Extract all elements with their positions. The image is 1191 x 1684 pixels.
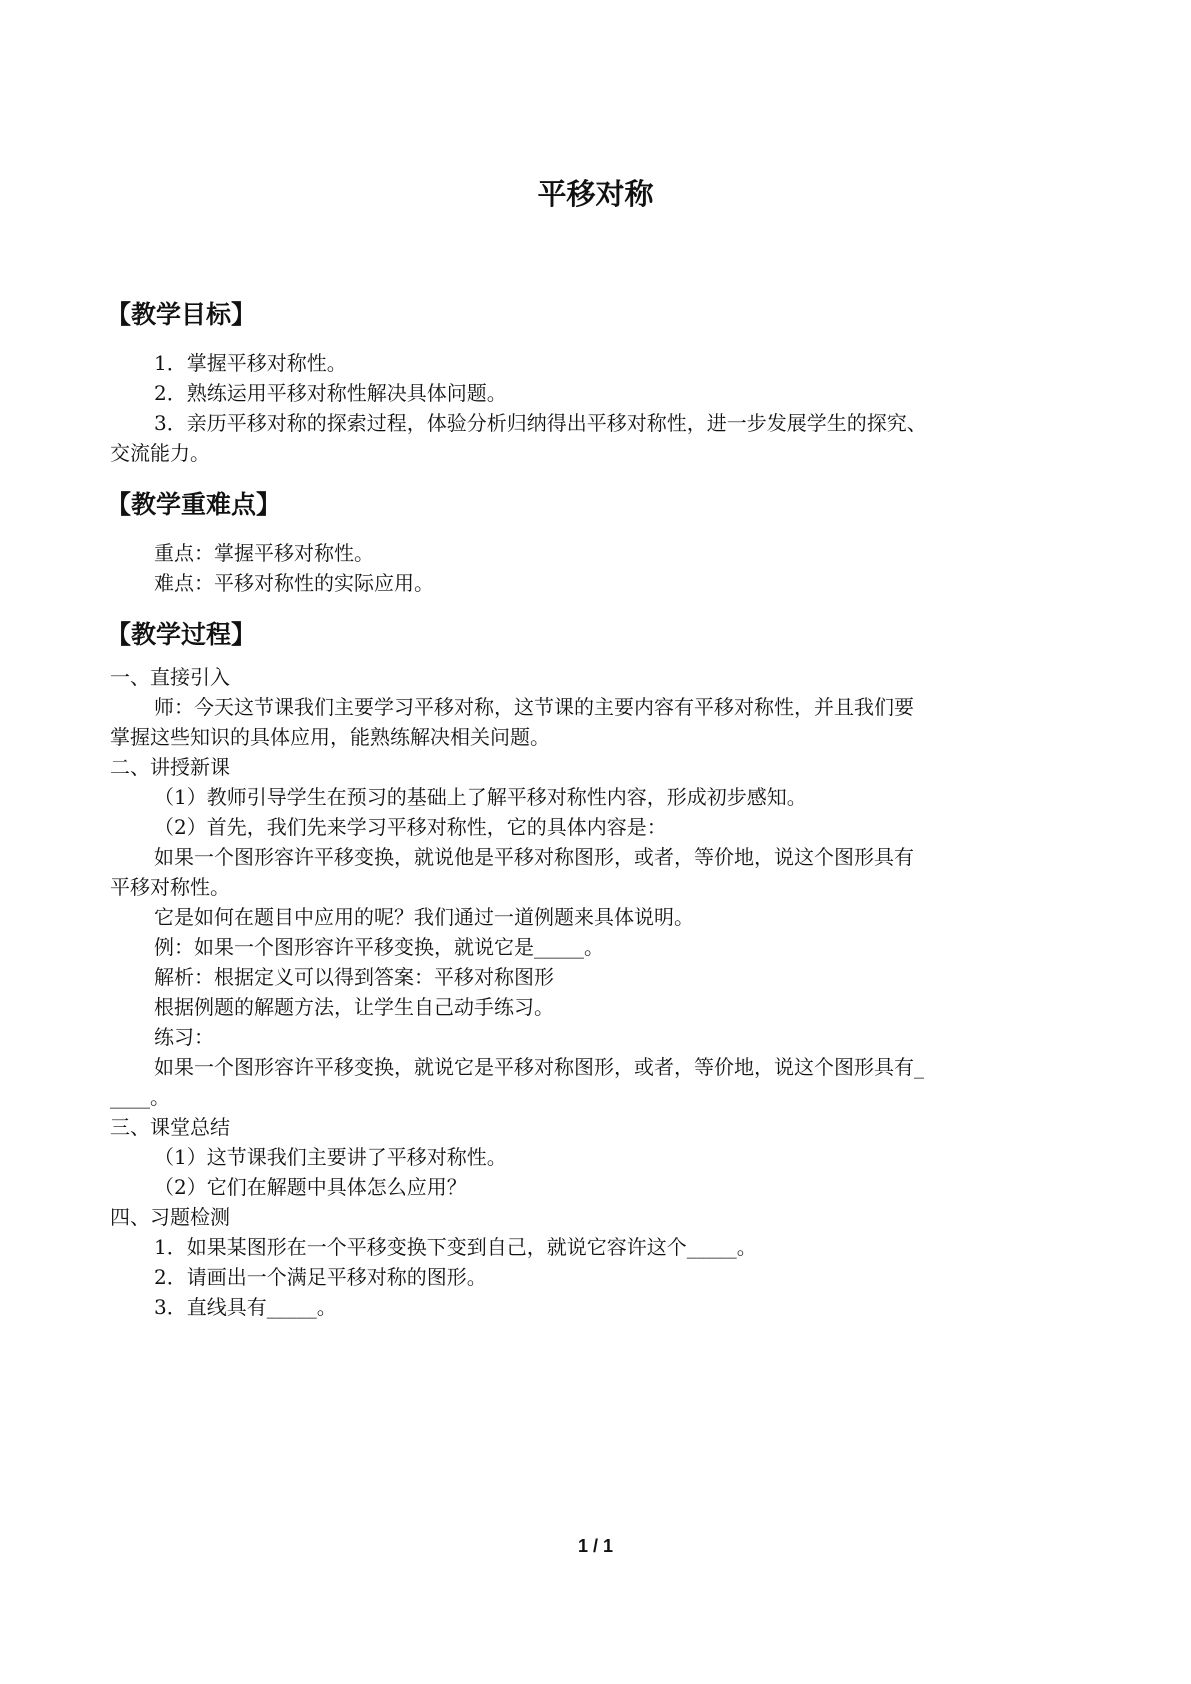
difficulty-point: 难点：平移对称性的实际应用。 (154, 571, 434, 595)
summary-item: （1）这节课我们主要讲了平移对称性。 (154, 1145, 507, 1169)
section-label-summary: 三、课堂总结 (110, 1115, 230, 1139)
exercise-continued: ____。 (110, 1085, 170, 1109)
paragraph: （2）首先，我们先来学习平移对称性，它的具体内容是： (154, 815, 667, 839)
paragraph-continued: 掌握这些知识的具体应用，能熟练解决相关问题。 (110, 725, 550, 749)
exercise-item: 2．请画出一个满足平移对称的图形。 (154, 1265, 487, 1289)
section-label-new-lesson: 二、讲授新课 (110, 755, 230, 779)
key-points-heading: 【教学重难点】 (106, 490, 282, 519)
objective-item-continued: 交流能力。 (110, 441, 210, 465)
paragraph: 根据例题的解题方法，让学生自己动手练习。 (154, 995, 554, 1019)
focus-point: 重点：掌握平移对称性。 (154, 541, 374, 565)
page-title: 平移对称 (537, 177, 654, 211)
objective-item: 1．掌握平移对称性。 (154, 351, 347, 375)
summary-item: （2）它们在解题中具体怎么应用？ (154, 1175, 467, 1199)
document-body (106, 296, 1085, 1322)
objective-item: 2．熟练运用平移对称性解决具体问题。 (154, 381, 507, 405)
objectives-heading: 【教学目标】 (106, 300, 257, 329)
example: 例：如果一个图形容许平移变换，就说它是_____。 (154, 935, 604, 959)
paragraph: 师：今天这节课我们主要学习平移对称，这节课的主要内容有平移对称性，并且我们要 (154, 695, 914, 719)
process-heading: 【教学过程】 (106, 620, 257, 649)
exercise-label: 练习： (154, 1025, 214, 1049)
paragraph: 它是如何在题目中应用的呢？我们通过一道例题来具体说明。 (154, 905, 694, 929)
analysis: 解析：根据定义可以得到答案：平移对称图形 (154, 965, 554, 989)
section-label-exercises: 四、习题检测 (110, 1205, 230, 1229)
paragraph: （1）教师引导学生在预习的基础上了解平移对称性内容，形成初步感知。 (154, 785, 807, 809)
exercise: 如果一个图形容许平移变换，就说它是平移对称图形，或者，等价地，说这个图形具有_ (154, 1055, 924, 1079)
exercise-item: 1．如果某图形在一个平移变换下变到自己，就说它容许这个_____。 (154, 1235, 757, 1259)
paragraph-continued: 平移对称性。 (110, 875, 230, 899)
section-label-intro: 一、直接引入 (110, 665, 230, 689)
paragraph: 如果一个图形容许平移变换，就说他是平移对称图形，或者，等价地，说这个图形具有 (154, 845, 914, 869)
objective-item: 3．亲历平移对称的探索过程，体验分析归纳得出平移对称性，进一步发展学生的探究、 (154, 411, 927, 435)
exercise-item: 3．直线具有_____。 (154, 1295, 337, 1319)
page-number: 1 / 1 (577, 1536, 614, 1556)
